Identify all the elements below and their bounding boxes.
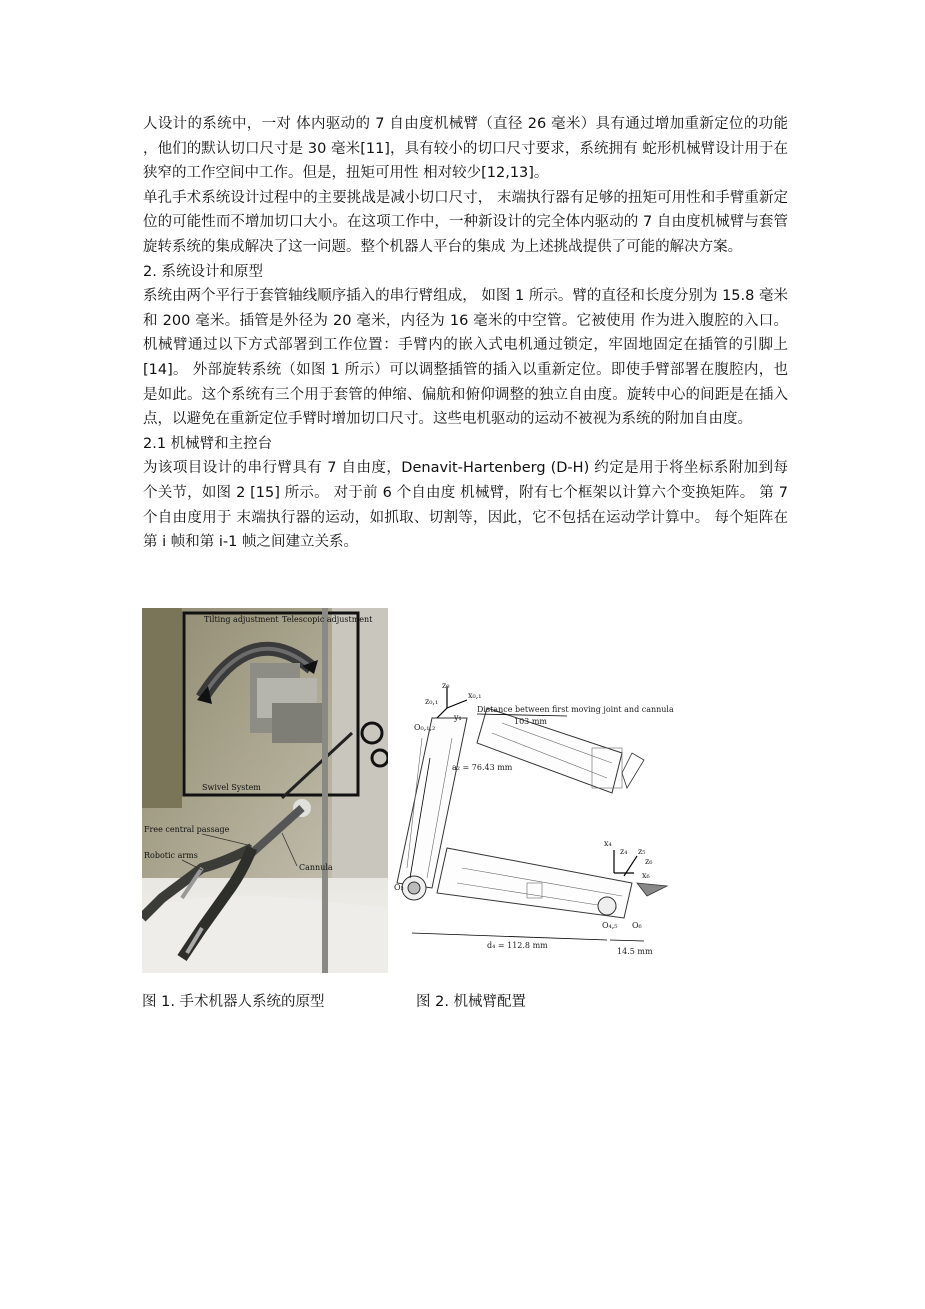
label-distance: Distance between first moving joint and cannula bbox=[477, 705, 674, 714]
paragraph-serial-arm: 为该项目设计的串行臂具有 7 自由度，Denavit-Hartenberg (D-H) 约定是用于将坐标系附加到每个关节，如图 2 [15] 所示。 对于前 6 个自由度 机械臂，附有七个框架以计算六个变换矩阵。 第 7 个自由度用于 末端执行器的运动，如抓取、切割等，因此，它不包括在运动学计算中。 每个矩阵在第 i 帧和第 i-1 帧之间建立关系。 bbox=[143, 460, 788, 551]
figure-row bbox=[142, 608, 682, 978]
label-o3: O₃ bbox=[394, 883, 404, 892]
figure-2-diagram bbox=[392, 678, 682, 968]
label-z01: z₀,₁ bbox=[425, 697, 439, 706]
label-telescopic-adjustment: Telescopic adjustment bbox=[282, 615, 373, 624]
label-y1: y₁ bbox=[454, 713, 462, 722]
document-body bbox=[143, 112, 788, 555]
label-a2: a₂ = 76.43 mm bbox=[452, 763, 513, 772]
label-o6: O₆ bbox=[632, 921, 642, 930]
paragraph-system: 系统由两个平行于套管轴线顺序插入的串行臂组成， 如图 1 所示。臂的直径和长度分别为 15.8 毫米和 200 毫米。插管是外径为 20 毫米，内径为 16 毫米的中空管。它被使用 作为进入腹腔的入口。机械臂通过以下方式部署到工作位置：手臂内的嵌入式电机通过锁定，牢固地固定在插管的引脚上 [14]。 外部旋转系统（如图 1 所示）可以调整插管的插入以重新定位。即使手臂部署在腹腔内，也是如此。这个系统有三个用于套管的伸缩、偏航和俯仰调整的独立自由度。旋转中心的间距是在插入点，以避免在重新定位手臂时增加切口尺寸。这些电机驱动的运动不被视为系统的附加自由度。 bbox=[143, 288, 788, 428]
figure-1-illustration bbox=[142, 608, 388, 973]
label-z6: z₆ bbox=[645, 857, 653, 866]
label-z4: z₄ bbox=[620, 847, 628, 856]
label-tilting-adjustment: Tilting adjustment bbox=[204, 615, 279, 624]
label-x6: x₆ bbox=[642, 871, 650, 880]
label-free-central-passage: Free central passage bbox=[144, 825, 230, 834]
section-heading-2: 2. 系统设计和原型 bbox=[143, 263, 263, 280]
label-x4: x₄ bbox=[604, 839, 612, 848]
label-z5: z₅ bbox=[638, 847, 646, 856]
paragraph-intro: 人设计的系统中，一对 体内驱动的 7 自由度机械臂（直径 26 毫米）具有通过增加重新定位的功能 ，他们的默认切口尺寸是 30 毫米[11]，具有较小的切口尺寸要求，系统拥有 蛇形机械臂设计用于在狭窄的工作空间中工作。但是，扭矩可用性 相对较少[12,13]。 bbox=[143, 116, 788, 182]
figure-2-illustration bbox=[392, 678, 682, 968]
label-swivel-system: Swivel System bbox=[202, 783, 261, 792]
label-o45: O₄,₅ bbox=[602, 921, 618, 930]
label-x01: x₀,₁ bbox=[468, 691, 482, 700]
label-cannula: Cannula bbox=[299, 863, 333, 872]
label-o012: O₀,₁,₂ bbox=[414, 723, 436, 732]
figure-2-caption: 图 2. 机械臂配置 bbox=[416, 994, 527, 1010]
label-14-5mm: 14.5 mm bbox=[617, 947, 653, 956]
label-d4: d₄ = 112.8 mm bbox=[487, 941, 548, 950]
figure-1-photo bbox=[142, 608, 388, 973]
label-robotic-arms: Robotic arms bbox=[144, 851, 198, 860]
figure-1-caption: 图 1. 手术机器人系统的原型 bbox=[142, 994, 325, 1010]
section-heading-2-1: 2.1 机械臂和主控台 bbox=[143, 435, 273, 452]
label-z0: z₀ bbox=[442, 681, 450, 690]
label-103mm: 103 mm bbox=[514, 717, 547, 726]
paragraph-challenge: 单孔手术系统设计过程中的主要挑战是减小切口尺寸， 末端执行器有足够的扭矩可用性和手臂重新定位的可能性而不增加切口大小。在这项工作中，一种新设计的完全体内驱动的 7 自由度机械臂与套管旋转系统的集成解决了这一问题。整个机器人平台的集成 为上述挑战提供了可能的解决方案。 bbox=[143, 189, 788, 255]
